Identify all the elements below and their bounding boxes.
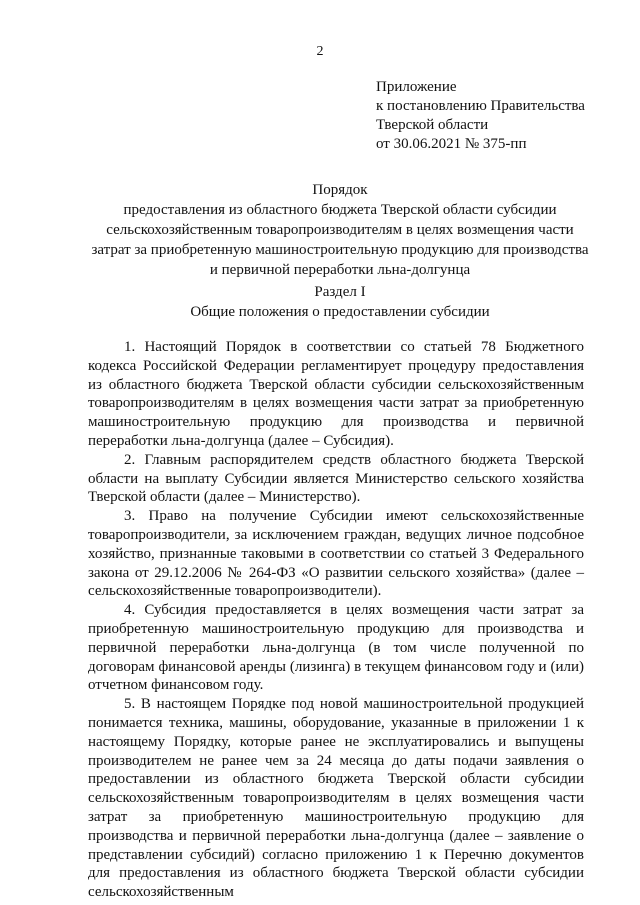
section-header [80,282,600,322]
title-heading: Порядок [312,182,368,198]
appendix-line: Приложение [376,79,457,95]
section-title: Общие положения о предоставлении субсидии [190,304,490,320]
appendix-block [376,78,585,154]
title-line: затрат за приобретенную машиностроительную продукцию для производства [91,242,589,258]
page-number: 2 [316,44,324,59]
section-number: Раздел I [314,284,366,300]
paragraph: 3. Право на получение Субсидии имеют сельскохозяйственные товаропроизводители, за исключением граждан, ведущих личное подсобное хозяйство, признанные таковыми в соответствии со статьей 3 Федерального закона от 29.12.2006 № 264-ФЗ «О развитии сельского хозяйства» (далее – сельскохозяйственные товаропроизводители). [88,508,584,600]
paragraph: 2. Главным распорядителем средств областного бюджета Тверской области на выплату Субсидии является Министерство сельского хозяйства Тверской области (далее – Министерство). [88,451,584,506]
title-line: сельскохозяйственным товаропроизводителям в целях возмещения части [106,222,574,238]
title-line: и первичной переработки льна-долгунца [209,262,471,278]
appendix-line: к постановлению Правительства [376,98,585,114]
paragraph: 4. Субсидия предоставляется в целях возмещения части затрат за приобретенную машиностроительную продукцию для производства и первичной переработки льна-долгунца (в том числе полученной по договорам финансовой аренды (лизинга) в текущем финансовом году и (или) отчетном финансовом году. [88,602,584,694]
paragraph: 5. В настоящем Порядке под новой машиностроительной продукцией понимается техника, машины, оборудование, указанные в приложении 1 к настоящему Порядку, которые ранее не эксплуатировались и выпущены производителем не ранее чем за 24 месяца до даты подачи заявления о предоставлении из областного бюджета Тверской области субсидии сельскохозяйственным товаропроизводителям в целях возмещения части затрат за приобретенную машиностроительную продукцию для производства и первичной переработки льна-долгунца (далее – заявление о представлении субсидий) согласно приложению 1 к Перечню документов для предоставления из областного бюджета Тверской области субсидии сельскохозяйственным [88,696,584,901]
appendix-date-number: от 30.06.2021 № 375-пп [376,136,527,152]
document-title [80,180,600,280]
title-line: предоставления из областного бюджета Тверской области субсидии [123,202,557,218]
document-body [88,338,584,902]
paragraph: 1. Настоящий Порядок в соответствии со статьей 78 Бюджетного кодекса Российской Федерации регламентирует процедуру предоставления из областного бюджета Тверской области субсидии сельскохозяйственным товаропроизводителям в целях возмещения части затрат за приобретенную машиностроительную продукцию для производства и первичной переработки льна-долгунца (далее – Субсидия). [88,339,584,449]
appendix-line: Тверской области [376,117,489,133]
